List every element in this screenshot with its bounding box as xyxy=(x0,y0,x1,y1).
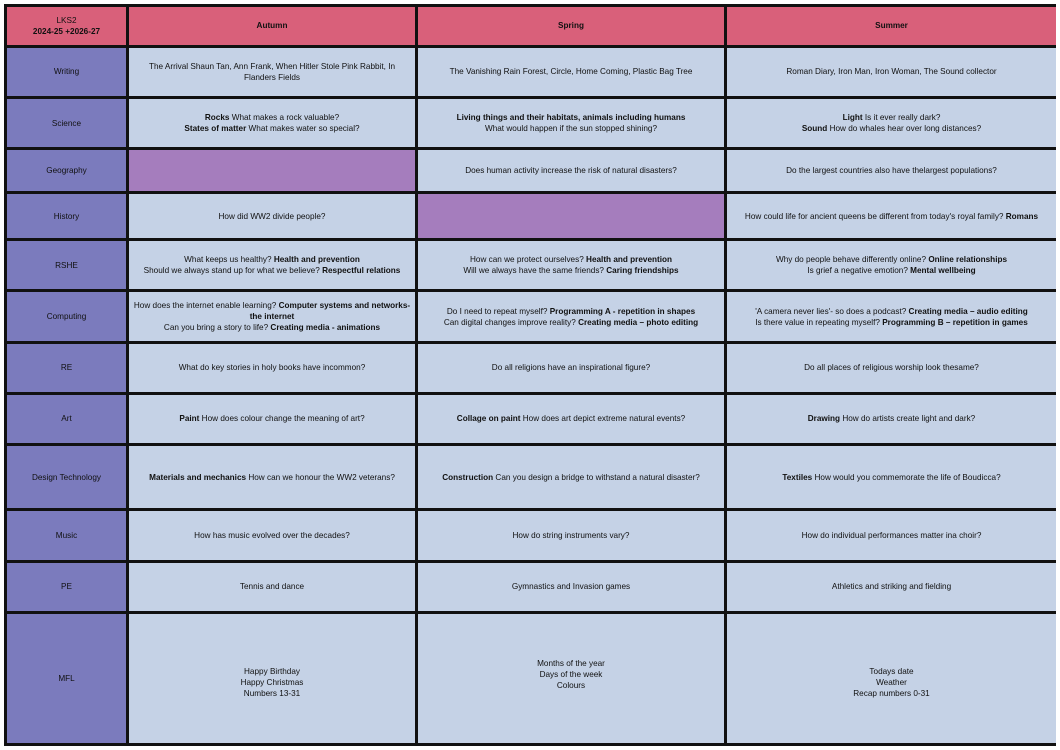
table-row-design-technology xyxy=(7,446,1056,509)
mfl-spring: Months of the year Days of the week Colours xyxy=(418,614,724,743)
subject-music: Music xyxy=(7,511,126,559)
music-autumn: How has music evolved over the decades? xyxy=(129,511,415,559)
mfl-summer: Todays date Weather Recap numbers 0-31 xyxy=(727,614,1056,743)
table-row-pe xyxy=(7,563,1056,611)
writing-autumn: The Arrival Shaun Tan, Ann Frank, When Hitler Stole Pink Rabbit, In Flanders Fields xyxy=(129,48,415,96)
geography-spring: Does human activity increase the risk of natural disasters? xyxy=(418,150,724,191)
history-autumn: How did WW2 divide people? xyxy=(129,194,415,238)
table-row-geography xyxy=(7,150,1056,191)
art-spring: Collage on paint How does art depict extreme natural events? xyxy=(418,395,724,443)
music-summer: How do individual performances matter ina choir? xyxy=(727,511,1056,559)
subject-writing: Writing xyxy=(7,48,126,96)
re-spring: Do all religions have an inspirational figure? xyxy=(418,344,724,392)
re-autumn: What do key stories in holy books have incommon? xyxy=(129,344,415,392)
term-spring-header: Spring xyxy=(418,7,724,45)
table-row-computing xyxy=(7,292,1056,340)
re-summer: Do all places of religious worship look thesame? xyxy=(727,344,1056,392)
table-row-rshe xyxy=(7,241,1056,289)
table-row-mfl xyxy=(7,614,1056,743)
dt-autumn: Materials and mechanics How can we honour the WW2 veterans? xyxy=(129,446,415,509)
subject-science: Science xyxy=(7,99,126,147)
subject-computing: Computing xyxy=(7,292,126,340)
subject-design-technology: Design Technology xyxy=(7,446,126,509)
geography-summer: Do the largest countries also have thelargest populations? xyxy=(727,150,1056,191)
pe-summer: Athletics and striking and fielding xyxy=(727,563,1056,611)
subject-pe: PE xyxy=(7,563,126,611)
science-spring: Living things and their habitats, animals including humans What would happen if the sun stopped shining? xyxy=(418,99,724,147)
year-group-label xyxy=(7,7,126,45)
rshe-summer: Why do people behave differently online? Online relationships Is grief a negative emotion? Mental wellbeing xyxy=(727,241,1056,289)
rshe-autumn: What keeps us healthy? Health and prevention Should we always stand up for what we believe? Respectful relations xyxy=(129,241,415,289)
table-row-music xyxy=(7,511,1056,559)
header-row xyxy=(7,7,1056,45)
pe-autumn: Tennis and dance xyxy=(129,563,415,611)
computing-spring: Do I need to repeat myself? Programming A - repetition in shapes Can digital changes improve reality? Creating media – photo editing xyxy=(418,292,724,340)
computing-autumn: How does the internet enable learning? Computer systems and networks- the internet Can you bring a story to life? Creating media - animations xyxy=(129,292,415,340)
key-stage: LKS2 xyxy=(56,15,77,25)
dt-summer: Textiles How would you commemorate the life of Boudicca? xyxy=(727,446,1056,509)
computing-summer: 'A camera never lies'- so does a podcast? Creating media – audio editing Is there value in repeating myself? Programming B – repetition in games xyxy=(727,292,1056,340)
subject-art: Art xyxy=(7,395,126,443)
table-row-writing xyxy=(7,48,1056,96)
table-row-re xyxy=(7,344,1056,392)
rshe-spring: How can we protect ourselves? Health and prevention Will we always have the same friends? Caring friendships xyxy=(418,241,724,289)
history-spring-empty xyxy=(418,194,724,238)
history-summer: How could life for ancient queens be different from today's royal family? Romans xyxy=(727,194,1056,238)
science-summer: Light Is it ever really dark? Sound How do whales hear over long distances? xyxy=(727,99,1056,147)
pe-spring: Gymnastics and Invasion games xyxy=(418,563,724,611)
table-row-history xyxy=(7,194,1056,238)
curriculum-table xyxy=(4,4,1059,746)
dt-spring: Construction Can you design a bridge to withstand a natural disaster? xyxy=(418,446,724,509)
term-summer-header: Summer xyxy=(727,7,1056,45)
geography-autumn-empty xyxy=(129,150,415,191)
table-row-science xyxy=(7,99,1056,147)
term-autumn-header: Autumn xyxy=(129,7,415,45)
subject-history: History xyxy=(7,194,126,238)
art-autumn: Paint How does colour change the meaning of art? xyxy=(129,395,415,443)
table-row-art xyxy=(7,395,1056,443)
subject-geography: Geography xyxy=(7,150,126,191)
curriculum-table-frame xyxy=(4,4,1056,746)
writing-spring: The Vanishing Rain Forest, Circle, Home Coming, Plastic Bag Tree xyxy=(418,48,724,96)
science-autumn: Rocks What makes a rock valuable? States of matter What makes water so special? xyxy=(129,99,415,147)
academic-years: 2024-25 +2026-27 xyxy=(32,26,101,36)
subject-re: RE xyxy=(7,344,126,392)
mfl-autumn: Happy Birthday Happy Christmas Numbers 13-31 xyxy=(129,614,415,743)
writing-summer: Roman Diary, Iron Man, Iron Woman, The Sound collector xyxy=(727,48,1056,96)
subject-mfl: MFL xyxy=(7,614,126,743)
music-spring: How do string instruments vary? xyxy=(418,511,724,559)
subject-rshe: RSHE xyxy=(7,241,126,289)
art-summer: Drawing How do artists create light and dark? xyxy=(727,395,1056,443)
